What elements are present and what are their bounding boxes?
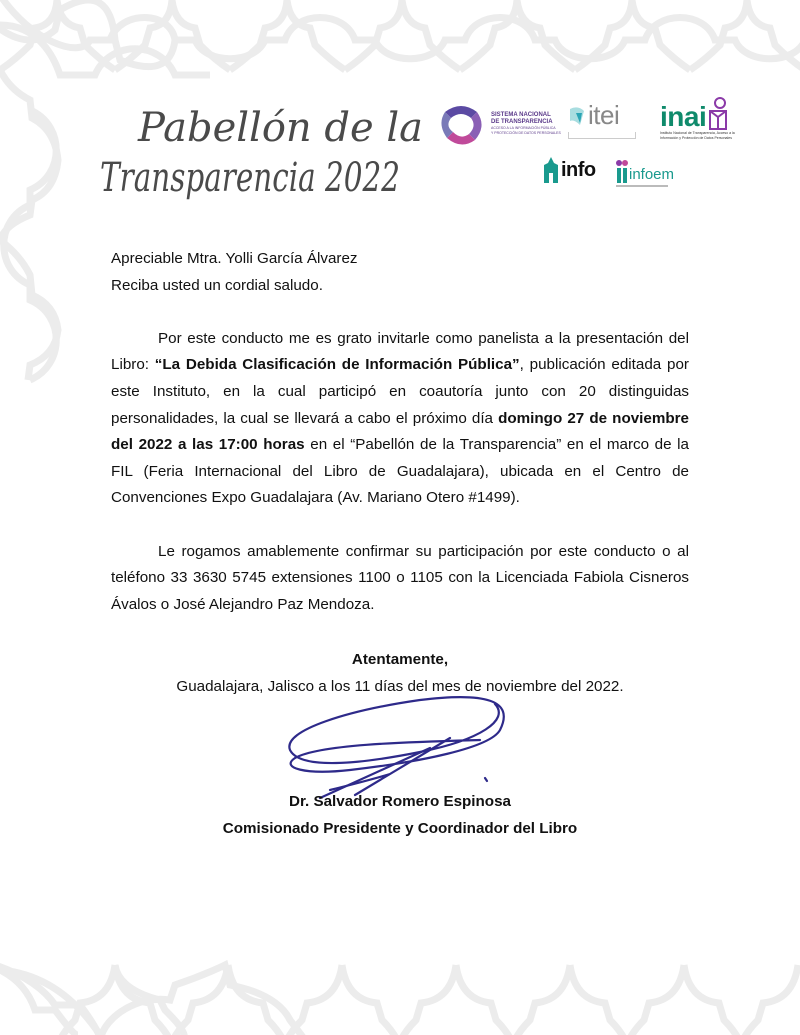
logo-inai xyxy=(660,97,740,140)
event-title-line1: Pabellón de la xyxy=(138,105,424,151)
logo-sistema-nacional-transparencia xyxy=(435,100,561,148)
partner-logos xyxy=(430,95,770,205)
letter-body xyxy=(111,246,689,700)
salutation: Apreciable Mtra. Yolli García Álvarez xyxy=(111,250,358,267)
inai-person-icon xyxy=(706,97,730,131)
signature-block xyxy=(111,788,689,842)
book-title: “La Debida Clasificación de Información Pública” xyxy=(154,356,520,374)
inai-subtitle: Instituto Nacional de Transparencia, Acceso a la Información y Protección de Datos Personales xyxy=(660,131,735,140)
invitation-paragraph: Por este conducto me es grato invitarle como panelista a la presentación del Libro: “La Debida Clasificación de Información Pública”, publicación editada por este Instituto, en la cual participó en coautoría junto con 20 distinguidas personalidades, la cual se llevará a cabo el próximo día domingo 27 de noviembre del 2022 a las 17:00 horas en el “Pabellón de la Transparencia” en el marco de la FIL (Feria Internacional del Libro de Guadalajara), ubicada en el Centro de Convenciones Expo Guadalajara (Av. Mariano Otero #1499). xyxy=(111,329,690,507)
inai-wordmark: inai xyxy=(660,101,707,132)
info-emblem-icon xyxy=(542,157,560,183)
snt-sub2: Y PROTECCIÓN DE DATOS PERSONALES xyxy=(491,131,561,135)
event-date: domingo 27 de noviembre del 2022 a las 17:00 horas xyxy=(111,409,689,454)
snt-line2: DE TRANSPARENCIA xyxy=(491,119,553,125)
logo-infoem xyxy=(616,159,674,187)
event-title-logo xyxy=(98,96,424,206)
greeting: Reciba usted un cordial saludo. xyxy=(111,276,323,294)
snt-sub1: ACCESO A LA INFORMACIÓN PÚBLICA xyxy=(491,126,556,130)
closing: Atentamente, xyxy=(351,650,449,668)
infoem-emblem-icon xyxy=(616,159,628,183)
signer-title: Comisionado Presidente y Coordinador del Libro xyxy=(222,820,578,837)
info-wordmark: info xyxy=(561,158,596,181)
place-date: Guadalajara, Jalisco a los 11 días del mes de noviembre del 2022. xyxy=(176,677,624,695)
signer-name: Dr. Salvador Romero Espinosa xyxy=(289,793,511,810)
infoem-wordmark: infoem xyxy=(629,166,675,183)
itei-emblem-icon xyxy=(568,105,586,127)
snt-line1: SISTEMA NACIONAL xyxy=(491,112,551,118)
event-title-line2: Transparencia 2022 xyxy=(100,155,400,201)
itei-wordmark: itei xyxy=(588,100,620,130)
rsvp-paragraph: Le rogamos amablemente confirmar su participación por este conducto o al teléfono 33 3630 5745 extensiones 1100 o 1105 con la Licenciada Fabiola Cisneros Ávalos o José Alejandro Paz Mendoza. xyxy=(111,542,689,613)
logo-info xyxy=(542,157,596,183)
snt-emblem-icon xyxy=(435,100,487,148)
logo-itei xyxy=(568,100,636,139)
